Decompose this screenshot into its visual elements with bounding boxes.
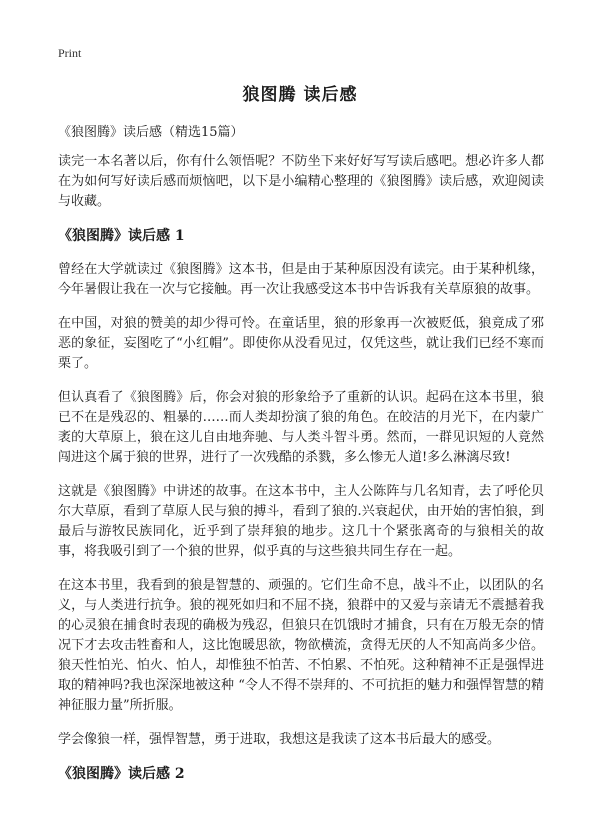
- body-paragraph-1: 曾经在大学就读过《狼图腾》这本书，但是由于某种原因没有读完。由于某种机缘，今年暑假让我在一次与它接触。再一次让我感受这本书中告诉我有关草原狼的故事。: [58, 262, 544, 297]
- body-paragraph-5: 在这本书里，我看到的狼是智慧的、顽强的。它们生命不息，战斗不止，以团队的名义，与人类进行抗争。狼的视死如归和不屈不挠，狼群中的又爱与亲请无不震撼着我的心灵狼在捕食时表现的确极为残忍，但狼只在饥饿时才捕食，只有在万般无奈的情况下才去攻击牲畜和人，这比饱暖思欲，物欲横流，贪得无厌的人不知高尚多少倍。狼天性怕光、怕火、怕人，却惟独不怕苦、不怕累、不怕死。这种精神不正是强悍进取的精神吗?我也深深地被这种 “令人不得不崇拜的、不可抗拒的魅力和强悍智慧的精神征服力量”所折服。: [58, 578, 544, 713]
- document-body: [58, 152, 544, 798]
- body-paragraph-4: 这就是《狼图腾》中讲述的故事。在这本书中，主人公陈阵与几名知青，去了呼伦贝尔大草原，看到了草原人民与狼的搏斗，看到了狼的.兴衰起伏，由开始的害怕狼，到最后与游牧民族同化，近乎到了崇拜狼的地步。这几十个紧张离奇的与狼相关的故事，将我吸引到了一个狼的世界，似乎真的与这些狼共同生存在一起。: [58, 484, 544, 559]
- document-subtitle: 《狼图腾》读后感（精选15篇）: [58, 125, 244, 140]
- body-paragraph-2: 在中国，对狼的赞美的却少得可怜。在童话里，狼的形象再一次被贬低，狼竟成了邪恶的象征，妄图吃了“小红帽”。即使你从没看见过，仅凭这些，就让我们已经不寒而栗了。: [58, 316, 544, 371]
- document-title: 狼图腾 读后感: [242, 85, 358, 105]
- body-paragraph-3: 但认真看了《狼图腾》后，你会对狼的形象给予了重新的认识。起码在这本书里，狼已不在是残忍的、粗暴的……而人类却扮演了狼的角色。在皎洁的月光下，在内蒙广袤的大草原上，狼在这儿自由地奔驰、与人类斗智斗勇。然而，一群见识短的人竟然闯进这个属于狼的世界，进行了一次残酷的杀戮，多么惨无人道!多么淋漓尽致!: [58, 390, 544, 465]
- body-paragraph-6: 学会像狼一样，强悍智慧，勇于进取，我想这是我读了这本书后最大的感受。: [58, 732, 501, 747]
- section-heading-1: 《狼图腾》读后感 1: [58, 228, 185, 244]
- intro-paragraph: 读完一本名著以后，你有什么领悟呢？不防坐下来好好写写读后感吧。想必许多人都在为如何写好读后感而烦恼吧，以下是小编精心整理的《狼图腾》读后感，欢迎阅读与收藏。: [58, 154, 544, 209]
- section-heading-2: 《狼图腾》读后感 2: [58, 766, 185, 782]
- print-label: Print: [58, 46, 82, 60]
